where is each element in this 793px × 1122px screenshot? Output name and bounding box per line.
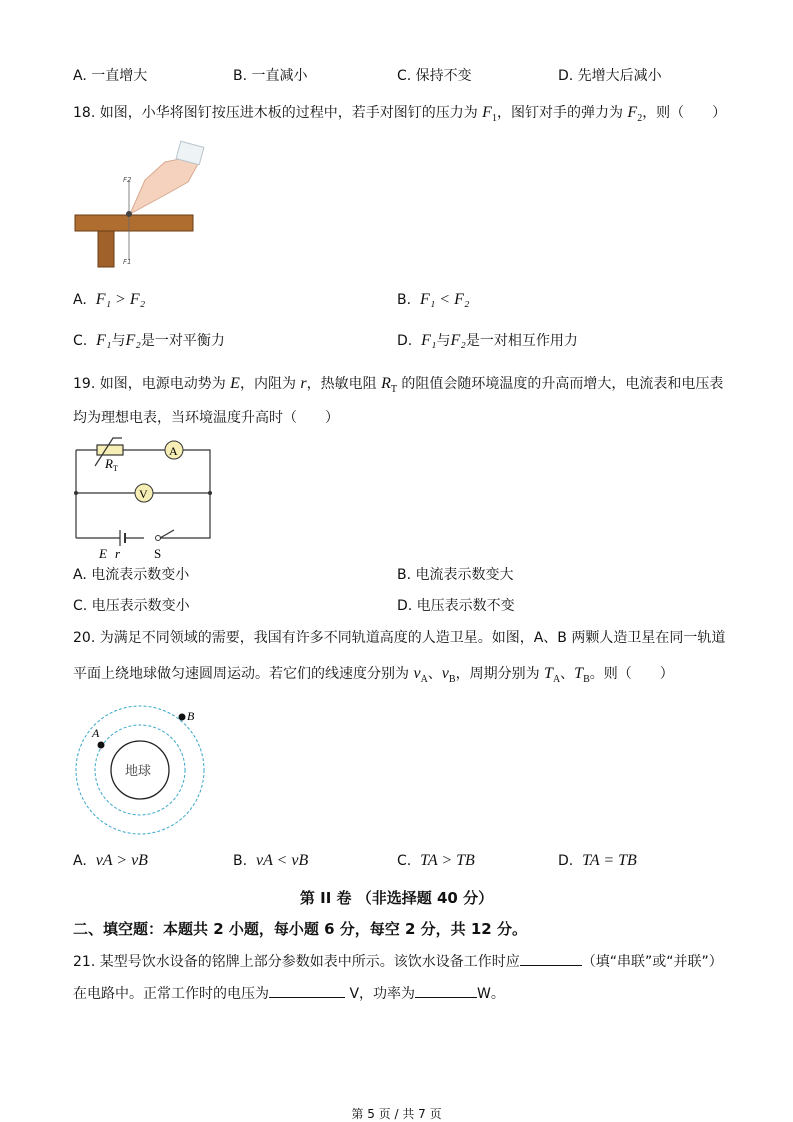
earth-label: 地球: [125, 764, 152, 779]
text: ，则（ ）: [642, 105, 727, 121]
rt-label: $R_T$: [105, 456, 118, 473]
q19-stem-line1: 19. 如图，电源电动势为 E，内阻为 r，热敏电阻 $R_T$ 的阻值会随环境温度的升高而增大，电流表和电压表: [73, 375, 724, 396]
math-f1: $F_1$: [482, 104, 497, 125]
thumbtack-figure: [70, 140, 230, 272]
q18-option-a: A. F₁ > F₂: [73, 291, 146, 308]
text: 18. 如图，小华将图钉按压进木板的过程中，若手对图钉的压力为: [73, 105, 483, 121]
voltmeter-label: V: [139, 487, 148, 501]
q18-option-b: B. F₁ < F₂: [397, 291, 470, 308]
satellite-a: [98, 742, 105, 749]
q18-option-c: C. F₁与F₂是一对平衡力: [73, 332, 225, 349]
q20-stem-line1: 20. 为满足不同领域的需要，我国有许多不同轨道高度的人造卫星。如图，A、B 两颗人造卫星在同一轨道: [73, 630, 726, 646]
q20-option-c: C. TA > TB: [397, 852, 475, 869]
q19-option-a: A. 电流表示数变小: [73, 567, 190, 583]
q19-option-b: B. 电流表示数变大: [397, 567, 514, 583]
q20-option-d: D. TA = TB: [558, 852, 637, 869]
r-label: r: [115, 546, 121, 561]
f2-label: F2: [123, 176, 132, 184]
q17-option-b: B. 一直减小: [233, 68, 308, 84]
q18-option-d: D. F₁与F₂是一对相互作用力: [397, 332, 578, 349]
q18-stem: [73, 103, 726, 129]
q21-line1: 21. 某型号饮水设备的铭牌上部分参数如表中所示。该饮水设备工作时应 （填“串联”或“并联”）: [73, 951, 723, 972]
q20-stem-line2: 平面上绕地球做匀速圆周运动。若它们的线速度分别为 $v_A$、$v_B$，周期分别为 $T_A$、$T_B$。则（ ）: [73, 665, 674, 686]
text: ，图钉对手的弹力为: [496, 105, 628, 121]
q19-option-d: D. 电压表示数不变: [397, 598, 515, 614]
blank-2[interactable]: [269, 983, 345, 998]
section2-heading: 二、填空题：本题共 2 小题，每小题 6 分，每空 2 分，共 12 分。: [73, 920, 527, 938]
q20-option-b: B. vA < vB: [233, 852, 309, 869]
page-footer: 第 5 页 / 共 7 页: [351, 1107, 442, 1121]
q20-option-a: A. vA > vB: [73, 852, 148, 869]
blank-1[interactable]: [520, 951, 582, 966]
orbit-diagram: [70, 700, 215, 840]
blank-3[interactable]: [415, 983, 477, 998]
math-f2: $F_2$: [627, 104, 643, 125]
b-label: B: [187, 709, 195, 723]
part2-title: 第 II 卷 （非选择题 40 分）: [299, 889, 494, 907]
q17-option-c: C. 保持不变: [397, 68, 472, 84]
q19-stem-line2: 均为理想电表，当环境温度升高时（ ）: [73, 410, 339, 426]
ammeter-label: A: [169, 444, 178, 458]
circuit-diagram: [70, 436, 220, 566]
q19-option-c: C. 电压表示数变小: [73, 598, 190, 614]
satellite-b: [179, 714, 186, 721]
switch-label: S: [154, 546, 162, 561]
f1-label: F1: [123, 258, 132, 266]
e-label: E: [99, 546, 107, 561]
q17-option-a: A. 一直增大: [73, 68, 148, 84]
q21-line2: 在电路中。正常工作时的电压为 V，功率为 W。: [73, 983, 505, 1004]
a-label: A: [92, 726, 100, 740]
q17-option-d: D. 先增大后减小: [558, 68, 662, 84]
